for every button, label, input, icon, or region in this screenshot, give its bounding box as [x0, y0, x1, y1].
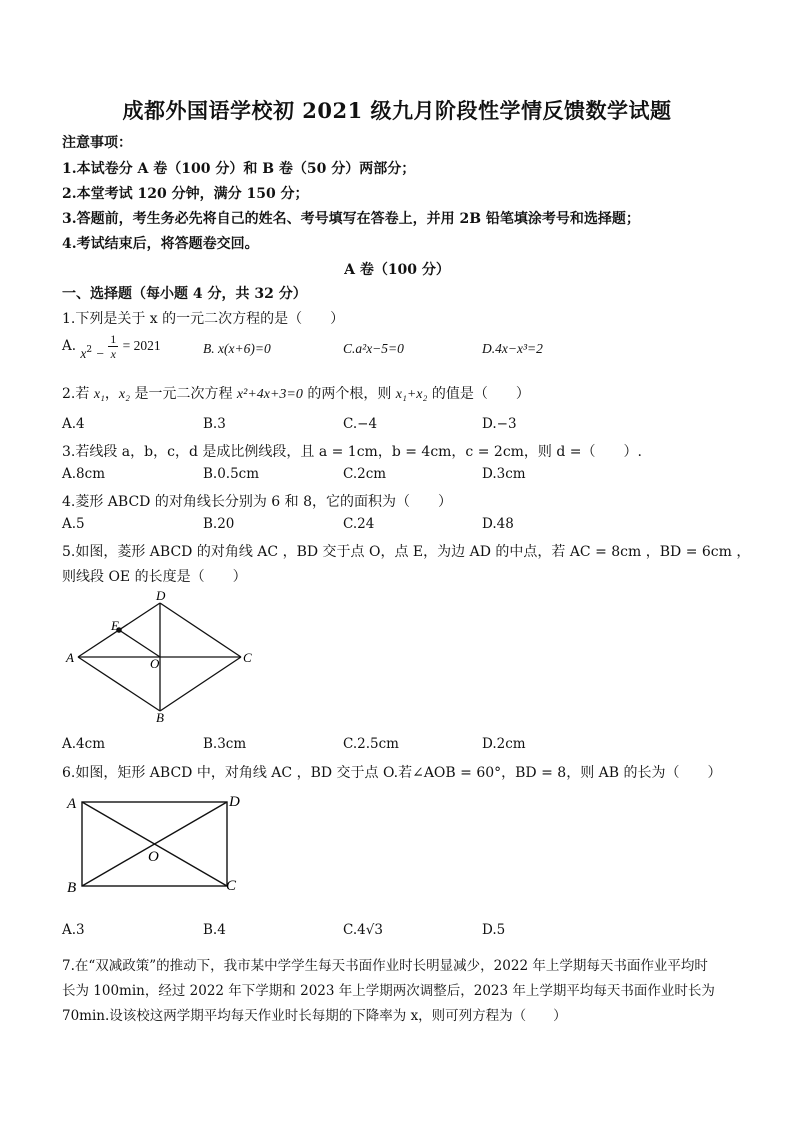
q2-x2: x₂ [118, 387, 130, 402]
q3-stem: 3.若线段 a，b，c，d 是成比例线段，且 a = 1cm，b = 4cm，c = 2cm，则 d =（ ）. [62, 444, 642, 460]
q1-stem: 1.下列是关于 x 的一元二次方程的是（ ） [62, 311, 345, 327]
q1-option-a: A. $x^2$ − $\frac{1}{x}$ = 2021 [62, 332, 161, 361]
notice-item-3: 3.答题前，考生务必先将自己的姓名、考号填写在答卷上，并用 2B 铅笔填涂考号和选择题； [62, 211, 640, 227]
q6-option-b: B.4 [203, 922, 226, 938]
q5-rhombus-figure [60, 588, 270, 728]
q7-line3: 70min.设该校这两学期平均每天作业时长每期的下降率为 x，则可列方程为（ ） [62, 1008, 567, 1024]
q6-rectangle-figure [62, 790, 252, 896]
q6-label-o: O [148, 849, 159, 865]
notice-item-1: 1.本试卷分 A 卷（100 分）和 B 卷（50 分）两部分； [62, 161, 416, 177]
q2-option-a: A.4 [62, 416, 85, 432]
q2-sum: x₁+x₂ [395, 387, 428, 402]
q4-option-a: A.5 [62, 516, 85, 532]
q5-stem-line1: 5.如图，菱形 ABCD 的对角线 AC ，BD 交于点 O，点 E，为边 AD 的中点，若 AC = 8cm ，BD = 6cm ， [62, 544, 751, 560]
q5-option-c: C.2.5cm [343, 736, 399, 752]
q2-stem-mid: 是一元二次方程 [130, 386, 237, 402]
q1-option-b [203, 341, 271, 357]
q1-d-expr: 4x−x³=2 [495, 341, 543, 356]
q1-a-denominator: x [110, 347, 116, 361]
q5-label-c: C [243, 650, 252, 665]
section-a-heading: A 卷（100 分） [344, 262, 450, 278]
q2-option-d: D.−3 [482, 416, 517, 432]
q1-a-numerator: 1 [110, 332, 117, 346]
q6-option-c: C.4√3 [343, 922, 383, 938]
q1-d-label: D. [482, 341, 496, 356]
q5-stem-line2: 则线段 OE 的长度是（ ） [62, 569, 247, 585]
q4-option-d: D.48 [482, 516, 514, 532]
q1-b-label: B. [203, 341, 215, 356]
q7-line2: 长为 100min，经过 2022 年下学期和 2023 年上学期两次调整后，2023 年上学期平均每天书面作业时长为 [62, 983, 715, 999]
q1-a-rest: = 2021 [122, 338, 161, 353]
q2-stem-post: 的两个根，则 [302, 386, 396, 402]
q3-option-a: A.8cm [62, 466, 105, 482]
q3-option-d: D.3cm [482, 466, 526, 482]
q5-label-d: D [156, 588, 166, 603]
q3-option-c: C.2cm [343, 466, 387, 482]
q2-sep: ， [104, 386, 119, 402]
q4-stem: 4.菱形 ABCD 的对角线长分别为 6 和 8，它的面积为（ ） [62, 494, 453, 510]
notice-item-2: 2.本堂考试 120 分钟，满分 150 分； [62, 186, 309, 202]
q2-x1: x₁ [93, 387, 105, 402]
q6-option-d: D.5 [482, 922, 506, 938]
q7-line1: 7.在“双减政策”的推动下，我市某中学学生每天书面作业时长明显减少，2022 年上学期每天书面作业平均时 [62, 958, 708, 974]
q6-label-d: D [229, 794, 240, 810]
page-title: 成都外国语学校初 2021 级九月阶段性学情反馈数学试题 [122, 98, 672, 123]
q5-label-a: A [66, 650, 74, 665]
notice-item-4: 4.考试结束后，将答题卷交回。 [62, 236, 259, 252]
q1-a-label: A. [62, 338, 77, 354]
q5-label-o: O [150, 656, 160, 671]
q1-a-minus: − [96, 346, 104, 361]
notice-heading: 注意事项： [62, 135, 132, 151]
q2-equation: x²+4x+3=0 [236, 387, 303, 402]
part1-heading: 一、选择题（每小题 4 分，共 32 分） [62, 286, 307, 302]
q2-stem-pre: 2.若 [62, 386, 90, 402]
q3-option-b: B.0.5cm [203, 466, 260, 482]
q1-option-d [482, 341, 543, 357]
q1-c-label: C. [343, 341, 356, 356]
q5-label-b: B [156, 710, 164, 725]
q1-option-c [343, 341, 404, 357]
q2-option-c: C.−4 [343, 416, 378, 432]
q5-option-d: D.2cm [482, 736, 526, 752]
q5-label-e: E [111, 618, 119, 633]
q6-label-a: A [67, 796, 77, 812]
q4-option-b: B.20 [203, 516, 235, 532]
q2-option-b: B.3 [203, 416, 226, 432]
q6-option-a: A.3 [62, 922, 85, 938]
q1-a-x: x [80, 346, 87, 361]
q2-stem [62, 383, 530, 403]
q1-c-expr: a²x−5=0 [355, 341, 404, 356]
q6-label-b: B [67, 880, 77, 896]
q5-option-a: A.4cm [62, 736, 105, 752]
q6-label-c: C [226, 878, 237, 894]
q1-b-expr: x(x+6)=0 [218, 341, 271, 356]
q5-option-b: B.3cm [203, 736, 247, 752]
q2-stem-end: 的值是（ ） [427, 386, 530, 402]
q6-stem: 6.如图，矩形 ABCD 中，对角线 AC ，BD 交于点 O.若∠AOB = 60°，BD = 8，则 AB 的长为（ ） [62, 765, 722, 781]
q4-option-c: C.24 [343, 516, 375, 532]
